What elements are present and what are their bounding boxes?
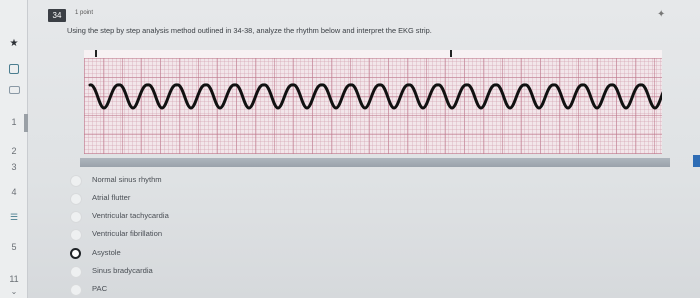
- option-label: Ventricular fibrillation: [92, 229, 163, 238]
- question-nav-rail: [0, 0, 28, 298]
- radio-button[interactable]: [70, 211, 82, 223]
- ekg-marker-tick: [450, 50, 452, 57]
- question-number: 34: [48, 9, 66, 22]
- radio-button[interactable]: [70, 229, 82, 241]
- option-label: Sinus bradycardia: [92, 266, 153, 275]
- side-tab[interactable]: [693, 155, 700, 167]
- bookmark-icon[interactable]: [9, 64, 19, 74]
- radio-button-selected[interactable]: [70, 248, 81, 259]
- ekg-trace: [84, 58, 662, 154]
- nav-item[interactable]: 2: [11, 146, 17, 156]
- ekg-marker-tick: [95, 50, 97, 57]
- question-prompt: Using the step by step analysis method outlined in 34-38, analyze the rhythm below and interpret the EKG strip.: [67, 26, 432, 35]
- nav-item[interactable]: 3: [11, 162, 17, 172]
- option-label: Normal sinus rhythm: [92, 175, 162, 184]
- nav-item[interactable]: 5: [11, 242, 17, 252]
- option-label: Atrial flutter: [92, 193, 131, 202]
- answer-divider: [80, 158, 670, 167]
- chevron-down-icon[interactable]: ⌄: [10, 287, 18, 296]
- ekg-header-band: [84, 50, 662, 58]
- flag-icon[interactable]: [9, 86, 20, 94]
- radio-button[interactable]: [70, 193, 82, 205]
- list-icon[interactable]: ☰: [9, 212, 19, 222]
- ekg-strip: [84, 58, 662, 154]
- option-label: Asystole: [92, 248, 121, 257]
- option-label: PAC: [92, 284, 108, 293]
- nav-item[interactable]: 4: [11, 187, 17, 197]
- nav-item[interactable]: 1: [11, 117, 17, 127]
- radio-button[interactable]: [70, 175, 82, 187]
- radio-button[interactable]: [70, 266, 82, 278]
- question-points: 1 point: [75, 10, 94, 16]
- option-label: Ventricular tachycardia: [92, 211, 169, 220]
- rail-star-icon[interactable]: ★: [9, 38, 19, 49]
- nav-item[interactable]: 11: [9, 274, 19, 284]
- radio-button[interactable]: [70, 284, 82, 296]
- pin-icon[interactable]: ✦: [657, 9, 666, 20]
